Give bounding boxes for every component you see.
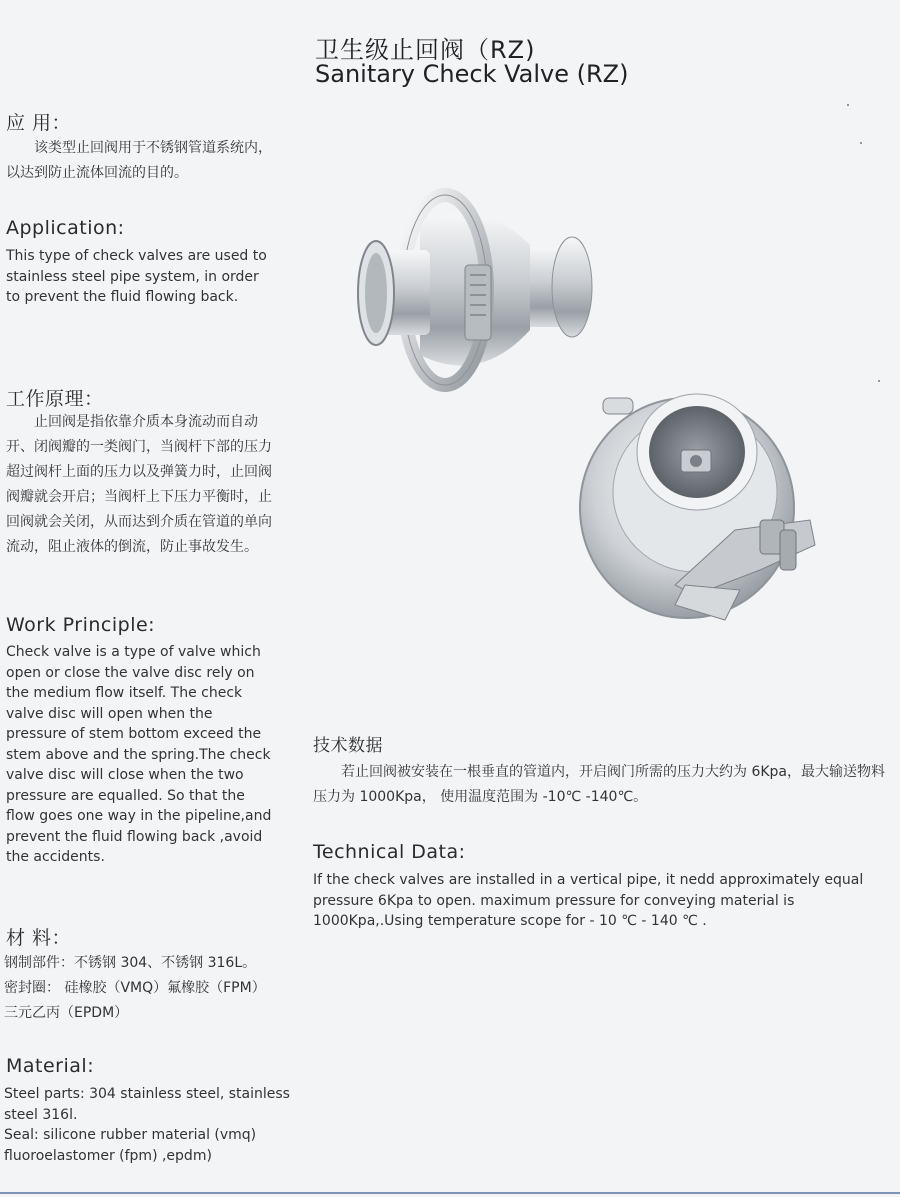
technical-body-en: If the check valves are installed in a vertical pipe, it nedd approximately equal pressure 6Kpa to open. maximum pressure for conveying material is 1000Kpa,.Using temperature scope for - 10 ℃ - 140 ℃ . xyxy=(313,872,864,929)
application-heading-cn: 应 用： xyxy=(6,112,72,134)
material-list-cn xyxy=(4,951,294,1026)
principle-body-en: Check valve is a type of valve which open or close the valve disc rely on the medium flow itself. The check valve disc will open when the pressure of stem bottom exceed the stem above and the spring.The check valve disc will close when the two pressure are equalled. So that the flow goes one way in the pipeline,and prevent the fluid flowing back ,avoid the accidents. xyxy=(6,644,272,865)
bottom-rule xyxy=(0,1192,900,1194)
material-heading-en: Material: xyxy=(6,1055,95,1077)
principle-heading-en: Work Principle: xyxy=(6,614,156,636)
material-line-cn: 三元乙丙（EPDM） xyxy=(4,1005,129,1021)
application-body-en: This type of check valves are used to stainless steel pipe system, in order to prevent the fluid flowing back. xyxy=(6,248,267,305)
speck xyxy=(847,104,849,106)
application-heading-en: Application: xyxy=(6,217,125,239)
material-line-en: steel 316l. xyxy=(4,1106,78,1123)
page-title-en: Sanitary Check Valve (RZ) xyxy=(315,60,629,88)
material-line-cn: 钢制部件：不锈钢 304、不锈钢 316L。 xyxy=(4,955,257,971)
material-heading-cn: 材 料： xyxy=(6,927,72,949)
material-line-cn: 密封圈： 硅橡胶（VMQ）氟橡胶（FPM） xyxy=(4,980,266,996)
material-line-en: Seal: silicone rubber material (vmq) xyxy=(4,1127,257,1143)
principle-heading-cn: 工作原理： xyxy=(6,388,104,410)
material-line-en: Steel parts: 304 stainless steel, stainless xyxy=(4,1086,290,1102)
page-title-cn: 卫生级止回阀（RZ) xyxy=(315,36,536,64)
technical-heading-en: Technical Data: xyxy=(313,841,466,863)
speck xyxy=(860,142,862,144)
material-list-en xyxy=(4,1084,294,1166)
material-line-en: fluoroelastomer (fpm) ,epdm) xyxy=(4,1147,212,1164)
technical-heading-cn: 技术数据 xyxy=(313,736,383,756)
technical-body-cn: 若止回阀被安装在一根垂直的管道内，开启阀门所需的压力大约为 6Kpa，最大输送物料压力为 1000Kpa， 使用温度范围为 -10℃ -140℃。 xyxy=(313,764,886,805)
principle-body-cn: 止回阀是指依靠介质本身流动而自动开、闭阀瓣的一类阀门，当阀杆下部的压力超过阀杆上面的压力以及弹簧力时，止回阀阀瓣就会开启；当阀杆上下压力平衡时，止回阀就会关闭，从而达到介质在管道的单向流动，阻止液体的倒流，防止事故发生。 xyxy=(6,414,272,555)
application-body-cn: 该类型止回阀用于不锈钢管道系统内，以达到防止流体回流的目的。 xyxy=(6,140,272,181)
check-valve-front-image xyxy=(575,380,830,635)
check-valve-side-image xyxy=(350,185,600,400)
speck xyxy=(878,380,880,382)
